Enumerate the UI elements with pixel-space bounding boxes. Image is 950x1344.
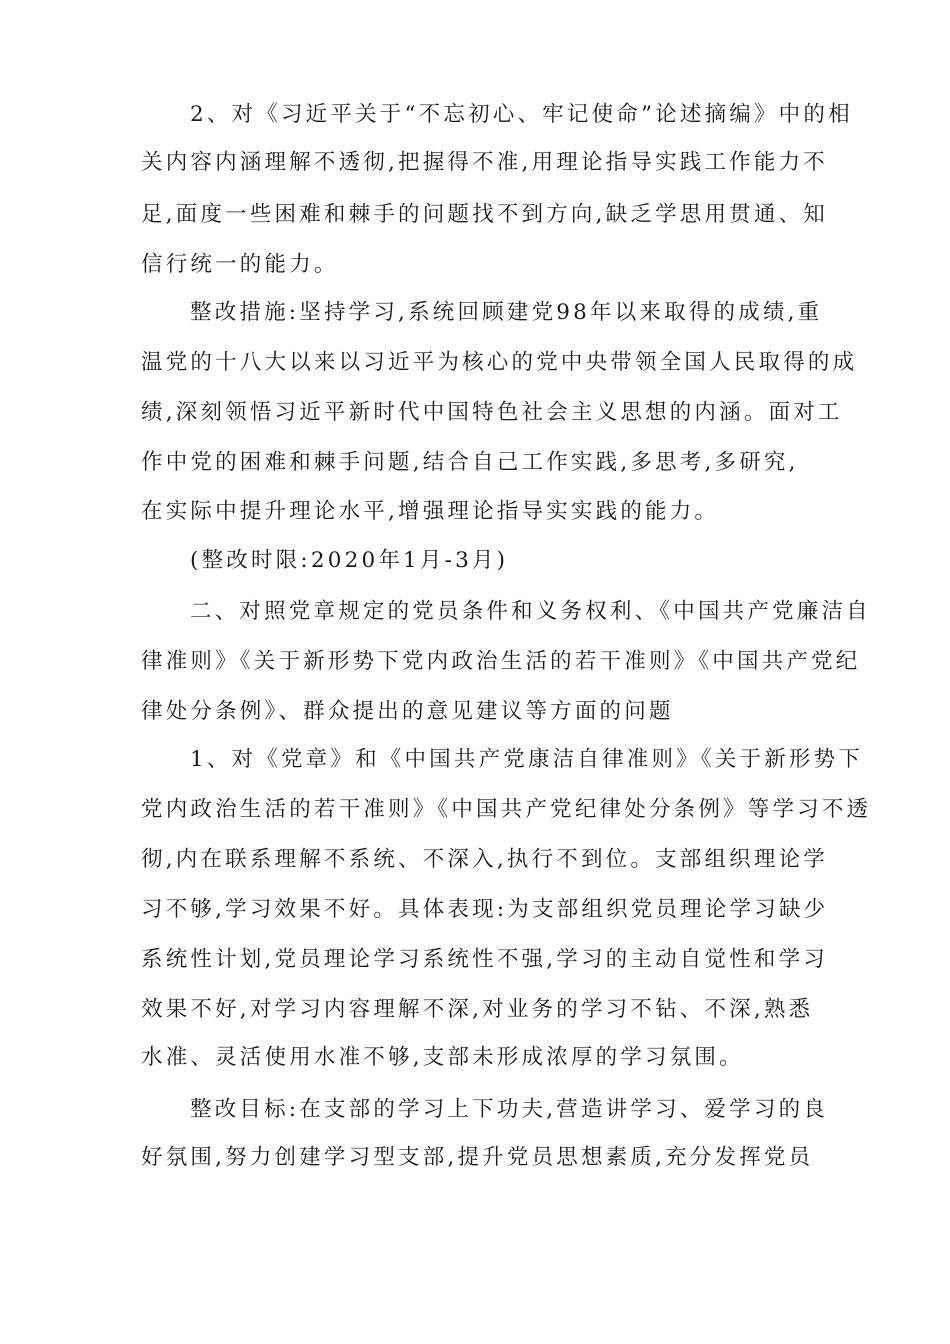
text-line: 在实际中提升理论水平,增强理论指导实实践的能力。 xyxy=(141,499,720,524)
text-line: 彻,内在联系理解不系统、不深入,执行不到位。支部组织理论学 xyxy=(141,847,828,872)
text-line: 1、对《党章》和《中国共产党康洁自律准则》《关于新形势下 xyxy=(190,747,864,772)
text-line: 2、对《习近平关于“不忘初心、牢记使命”论述摘编》中的相 xyxy=(190,102,853,127)
text-line: 系统性计划,党员理论学习系统性不强,学习的主动自觉性和学习 xyxy=(141,947,828,972)
text-line: 绩,深刻领悟习近平新时代中国特色社会主义思想的内涵。面对工 xyxy=(141,400,843,425)
text-line: 二、对照党章规定的党员条件和义务权利、《中国共产党廉洁自 xyxy=(190,599,871,624)
text-line: 足,面度一些困难和棘手的问题找不到方向,缺乏学思用贯通、知 xyxy=(141,202,828,227)
text-line: 信行统一的能力。 xyxy=(141,252,339,277)
text-line: 水准、灵活使用水准不够,支部未形成浓厚的学习氛围。 xyxy=(141,1045,744,1070)
text-line: 党内政治生活的若干准则》《中国共产党纪律处分条例》等学习不透 xyxy=(141,797,872,822)
text-line: 习不够,学习效果不好。具体表现:为支部组织党员理论学习缺少 xyxy=(141,897,829,922)
text-line: 作中党的困难和棘手问题,结合自己工作实践,多思考,多研究, xyxy=(141,450,799,475)
text-line: 整改措施:坚持学习,系统回顾建党98年以来取得的成绩,重 xyxy=(190,300,823,325)
text-line: 律准则》《关于新形势下党内政治生活的若干准则》《中国共产党纪 xyxy=(141,649,861,674)
text-line: 律处分条例》、群众提出的意见建议等方面的问题 xyxy=(141,699,674,724)
text-line: 关内容内涵理解不透彻,把握得不准,用理论指导实践工作能力不 xyxy=(141,150,828,175)
text-line: 效果不好,对学习内容理解不深,对业务的学习不钻、不深,熟悉 xyxy=(141,997,814,1022)
text-line: 整改目标:在支部的学习上下功夫,营造讲学习、爱学习的良 xyxy=(190,1097,828,1122)
text-line: 好氛围,努力创建学习型支部,提升党员思想素质,充分发挥党员 xyxy=(141,1145,814,1170)
text-line: 温党的十八大以来以习近平为核心的党中央带领全国人民取得的成 xyxy=(141,350,858,375)
text-line: (整改时限:2020年1月-3月) xyxy=(190,548,509,573)
